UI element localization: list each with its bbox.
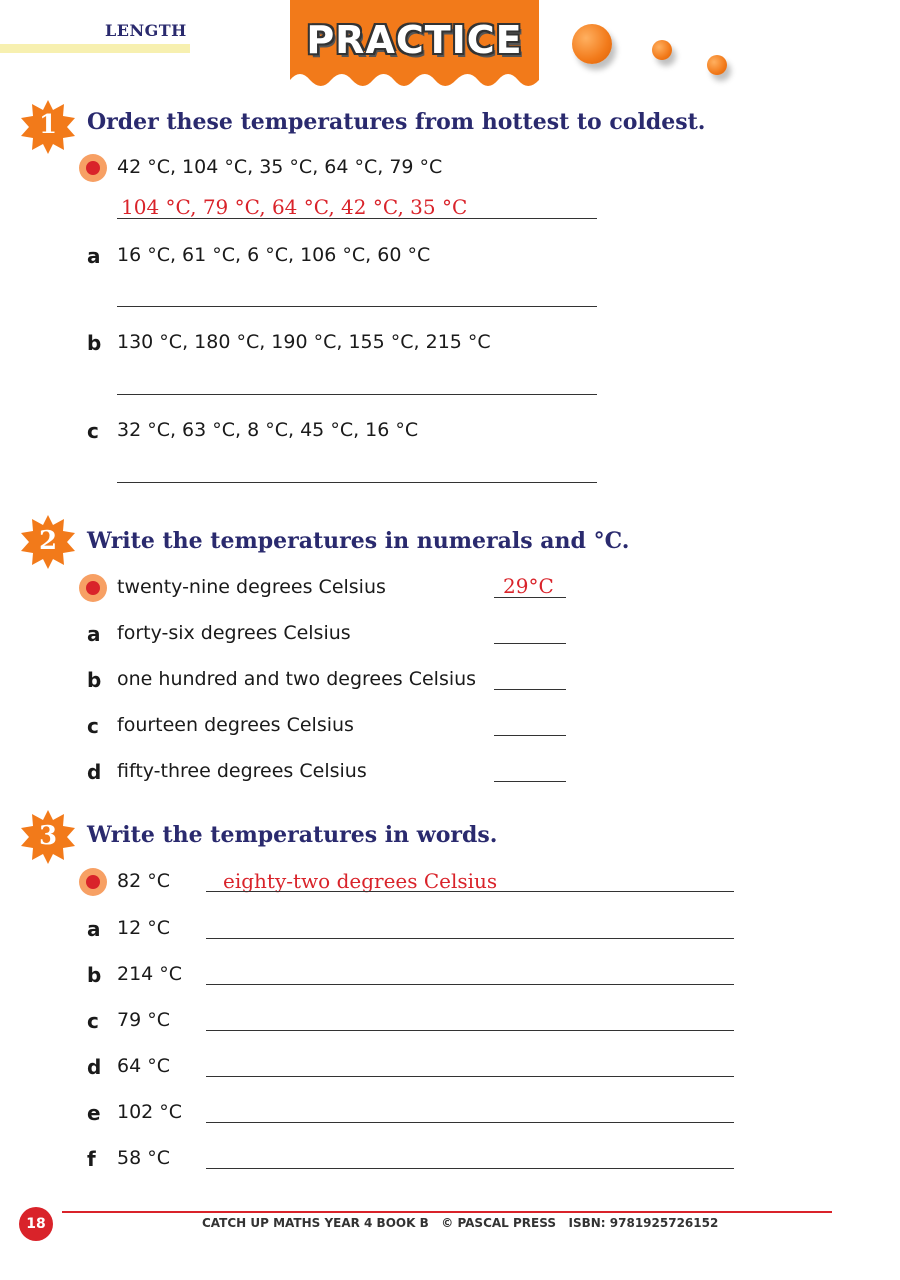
- q3-item-b-answer-line[interactable]: [206, 984, 734, 985]
- q1-item-b-answer-line[interactable]: [117, 394, 597, 395]
- q3-example-text: 82 °C: [117, 870, 170, 892]
- section-label: LENGTH: [105, 21, 187, 40]
- decor-ball-small: [707, 55, 727, 75]
- q2-item-d-text: fifty-three degrees Celsius: [117, 760, 367, 782]
- q1-example-text: 42 °C, 104 °C, 35 °C, 64 °C, 79 °C: [117, 156, 443, 178]
- page-number-badge: 18: [19, 1207, 53, 1241]
- question-2-title: Write the temperatures in numerals and °C.: [87, 528, 630, 554]
- q2-example-text: twenty-nine degrees Celsius: [117, 576, 386, 598]
- q2-item-a-letter: a: [87, 622, 101, 646]
- example-bullet-icon: [79, 868, 107, 896]
- footer-credits: CATCH UP MATHS YEAR 4 BOOK B © PASCAL PRESS ISBN: 9781925726152: [202, 1216, 719, 1230]
- q2-item-d-answer-line[interactable]: [494, 781, 566, 782]
- question-2-number: 2: [39, 526, 58, 556]
- q3-item-c-text: 79 °C: [117, 1009, 170, 1031]
- q2-item-b-letter: b: [87, 668, 102, 692]
- q3-example-answer: eighty-two degrees Celsius: [223, 869, 498, 893]
- q1-item-c-text: 32 °C, 63 °C, 8 °C, 45 °C, 16 °C: [117, 419, 419, 441]
- q3-item-d-letter: d: [87, 1055, 102, 1079]
- q1-example-answer: 104 °C, 79 °C, 64 °C, 42 °C, 35 °C: [121, 195, 468, 219]
- q2-example-answer-line: [494, 597, 566, 598]
- q3-item-f-letter: f: [87, 1147, 96, 1171]
- question-1-title: Order these temperatures from hottest to coldest.: [87, 109, 706, 135]
- q3-item-a-answer-line[interactable]: [206, 938, 734, 939]
- q3-item-e-text: 102 °C: [117, 1101, 183, 1123]
- q3-item-b-letter: b: [87, 963, 102, 987]
- header-yellow-bar: [0, 44, 190, 53]
- q2-item-b-text: one hundred and two degrees Celsius: [117, 668, 477, 690]
- q2-item-d-letter: d: [87, 760, 102, 784]
- q2-example-answer: 29°C: [503, 574, 554, 598]
- q2-item-a-text: forty-six degrees Celsius: [117, 622, 351, 644]
- q2-item-a-answer-line[interactable]: [494, 643, 566, 644]
- q1-item-a-text: 16 °C, 61 °C, 6 °C, 106 °C, 60 °C: [117, 244, 431, 266]
- q1-item-a-answer-line[interactable]: [117, 306, 597, 307]
- q3-item-a-letter: a: [87, 917, 101, 941]
- q3-item-c-letter: c: [87, 1009, 99, 1033]
- q3-item-d-answer-line[interactable]: [206, 1076, 734, 1077]
- decor-ball-large: [572, 24, 612, 64]
- q1-item-c-answer-line[interactable]: [117, 482, 597, 483]
- decor-ball-medium: [652, 40, 672, 60]
- q3-item-b-text: 214 °C: [117, 963, 183, 985]
- q3-item-e-answer-line[interactable]: [206, 1122, 734, 1123]
- question-1-number: 1: [39, 110, 58, 140]
- q3-item-d-text: 64 °C: [117, 1055, 170, 1077]
- q1-item-b-letter: b: [87, 331, 102, 355]
- q3-item-c-answer-line[interactable]: [206, 1030, 734, 1031]
- q1-item-b-text: 130 °C, 180 °C, 190 °C, 155 °C, 215 °C: [117, 331, 491, 353]
- q2-item-b-answer-line[interactable]: [494, 689, 566, 690]
- q1-example-answer-line: [117, 218, 597, 219]
- q3-example-answer-line: [206, 891, 734, 892]
- q1-item-a-letter: a: [87, 244, 101, 268]
- q3-item-f-answer-line[interactable]: [206, 1168, 734, 1169]
- practice-title: PRACTICE: [306, 18, 523, 62]
- footer-divider: [62, 1211, 832, 1213]
- question-3-title: Write the temperatures in words.: [87, 822, 498, 848]
- q2-item-c-answer-line[interactable]: [494, 735, 566, 736]
- q3-item-e-letter: e: [87, 1101, 101, 1125]
- question-3-number: 3: [39, 821, 58, 851]
- q2-item-c-letter: c: [87, 714, 99, 738]
- example-bullet-icon: [79, 574, 107, 602]
- q1-item-c-letter: c: [87, 419, 99, 443]
- q3-item-f-text: 58 °C: [117, 1147, 170, 1169]
- q2-item-c-text: fourteen degrees Celsius: [117, 714, 354, 736]
- example-bullet-icon: [79, 154, 107, 182]
- q3-item-a-text: 12 °C: [117, 917, 170, 939]
